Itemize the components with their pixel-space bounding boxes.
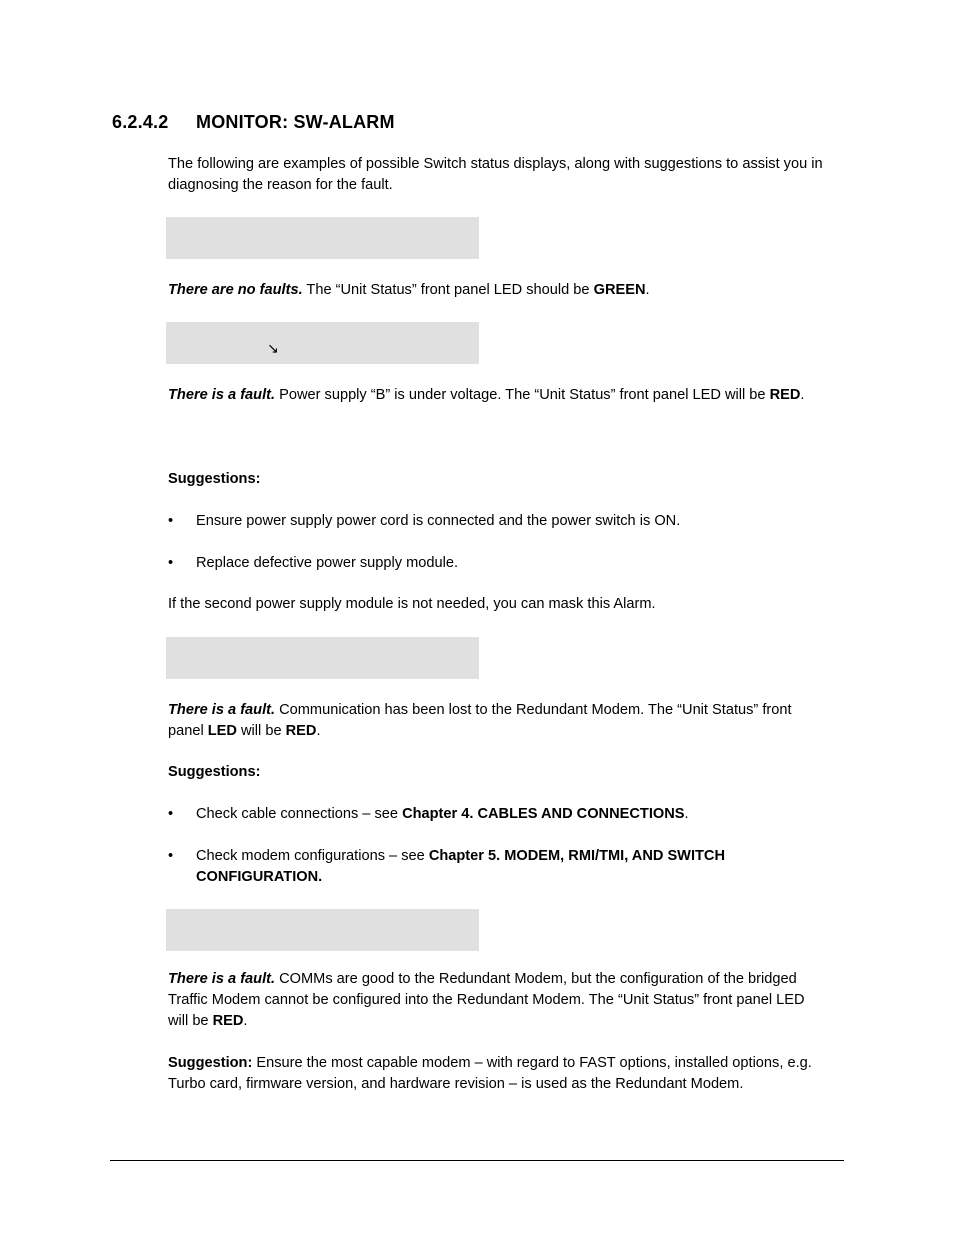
case4-suggestion: Suggestion: Ensure the most capable modem – with regard to FAST options, installed options, e.g. Turbo card, firmware version, and hardware revision – is used as the Redundant Modem.	[168, 1055, 812, 1092]
case4-lead: There is a fault.	[168, 971, 276, 987]
case4-paragraph: There is a fault. COMMs are good to the Redundant Modem, but the configuration of the bridged Traffic Modem cannot be configured into the Redundant Modem. The “Unit Status” front panel LED will be RED.	[168, 971, 805, 1029]
case3-suggestions-label: Suggestions:	[168, 764, 261, 780]
chapter-5-reference: Chapter 5. MODEM, RMI/TMI, AND SWITCH CONFIGURATION.	[196, 848, 726, 885]
case2-lead: There is a fault.	[168, 387, 276, 403]
list-item: • Replace defective power supply module.	[168, 553, 808, 574]
bullet-icon: •	[168, 513, 174, 529]
section-number: 6.2.4.2	[112, 112, 169, 132]
intro-paragraph: The following are examples of possible Switch status displays, along with suggestions to assist you in diagnosing the reason for the fault.	[168, 156, 823, 193]
case2-note: If the second power supply module is not needed, you can mask this Alarm.	[168, 596, 656, 612]
section-title: MONITOR: SW-ALARM	[196, 112, 395, 132]
footer-divider	[110, 1160, 844, 1161]
chapter-4-reference: Chapter 4. CABLES AND CONNECTIONS	[402, 806, 685, 822]
case3-paragraph: There is a fault. Communication has been lost to the Redundant Modem. The “Unit Status” front panel LED will be RED.	[168, 702, 792, 739]
case1-paragraph: There are no faults. The “Unit Status” front panel LED should be GREEN.	[168, 282, 650, 298]
bullet-icon: •	[168, 555, 174, 571]
list-item: • Check modem configurations – see Chapter 5. MODEM, RMI/TMI, AND SWITCH CONFIGURATION.	[168, 848, 726, 885]
case2-suggestions-label: Suggestions:	[168, 471, 261, 487]
status-display-config-fault	[166, 909, 479, 951]
section-heading	[112, 112, 395, 133]
status-display-comm-fault	[166, 637, 479, 679]
status-display-no-fault	[166, 217, 479, 259]
arrow-down-right-icon: ↘	[267, 341, 279, 357]
bullet-icon: •	[168, 806, 174, 822]
case1-lead: There are no faults.	[168, 282, 303, 298]
list-item: • Ensure power supply power cord is connected and the power switch is ON.	[168, 511, 808, 532]
case3-lead: There is a fault.	[168, 702, 276, 718]
list-item: • Check cable connections – see Chapter 4. CABLES AND CONNECTIONS.	[168, 804, 808, 825]
case2-paragraph: There is a fault. Power supply “B” is under voltage. The “Unit Status” front panel LED will be RED.	[168, 387, 805, 403]
status-display-power-fault	[166, 322, 479, 364]
bullet-icon: •	[168, 848, 174, 864]
